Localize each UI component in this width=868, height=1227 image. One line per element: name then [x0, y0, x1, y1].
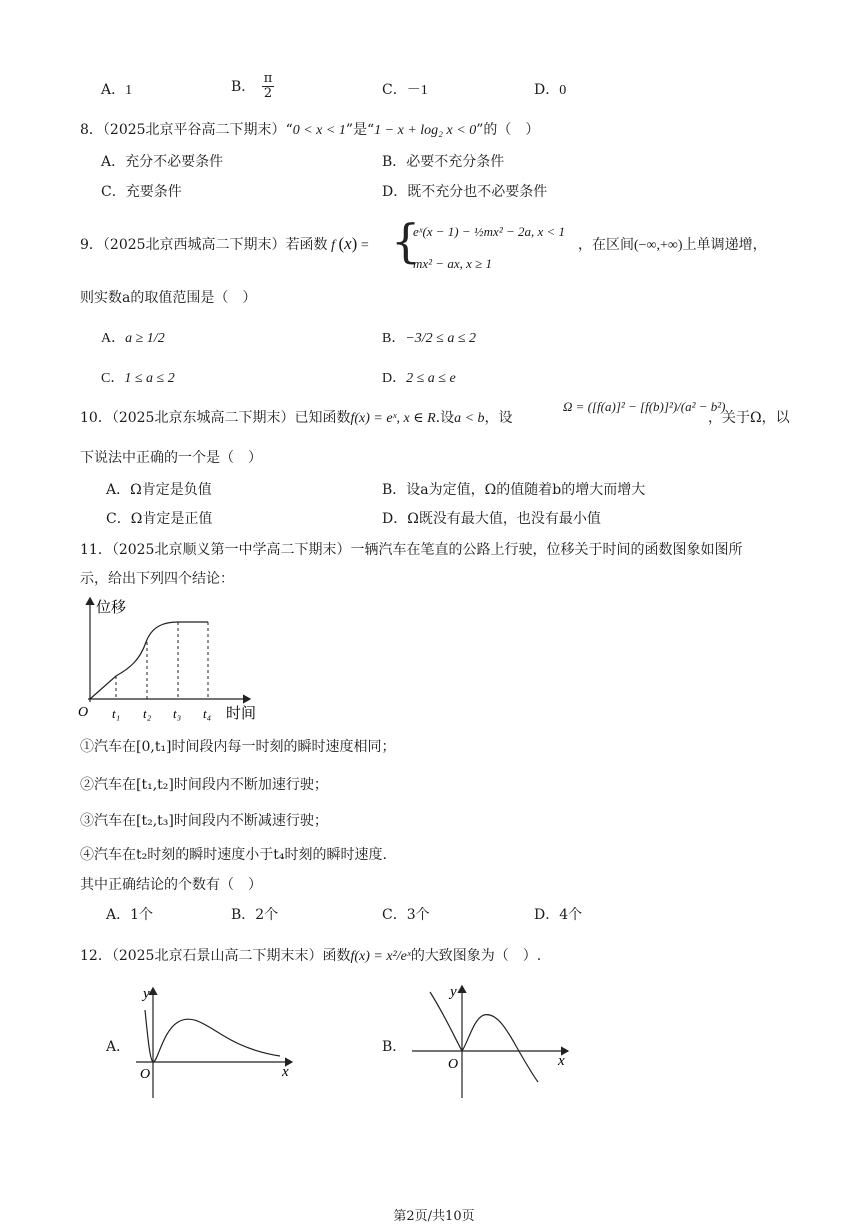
- q7-option-d: [534, 79, 566, 99]
- option-letter: B．: [382, 331, 406, 346]
- option-value: －1: [406, 83, 428, 98]
- omega-definition: Ω = ([f(a)]² − [f(b)]²)/(a² − b²): [563, 399, 726, 414]
- question-source: （2025北京平谷高二下期末）: [102, 122, 286, 138]
- option-text: 既不充分也不必要条件: [407, 184, 548, 200]
- question-source: （2025北京顺义第一中学高二下期末）: [111, 542, 351, 558]
- condition-1: 0 < x < 1: [292, 123, 346, 138]
- stem-text: .设: [435, 410, 455, 426]
- option-letter: D．: [382, 511, 408, 527]
- conclusion-2: ②汽车在[t₁,t₂]时间段内不断加速行驶；: [80, 777, 328, 793]
- option-letter: A．: [101, 331, 126, 346]
- stem-text: 的大致图象为（ ）.: [410, 948, 542, 964]
- option-letter: B．: [382, 154, 407, 170]
- conclusion-4: ④汽车在t₂时刻的瞬时速度小于t₄时刻的瞬时速度.: [80, 847, 387, 863]
- q11-ask: 其中正确结论的个数有（ ）: [80, 877, 262, 893]
- q9-option-a: [101, 327, 165, 347]
- stem-text: 一辆汽车在笔直的公路上行驶，位移关于时间的函数图象如图所: [350, 542, 743, 558]
- option-text: 1个: [130, 907, 154, 923]
- q12-stem: [80, 945, 541, 965]
- q10-option-a: [106, 479, 212, 499]
- question-number: 10．: [80, 410, 112, 426]
- function-def: f(x) = x²/eˣ: [350, 949, 411, 964]
- option-letter: C．: [101, 184, 126, 200]
- option-text: 1 ≤ a ≤ 2: [124, 371, 175, 386]
- q9-option-d: [382, 367, 456, 387]
- q10-option-c: [106, 508, 212, 528]
- origin-label: O: [78, 705, 89, 720]
- q9-stem-suffix: [578, 234, 767, 254]
- function-name: f: [327, 238, 339, 253]
- question-number: 12．: [80, 948, 112, 964]
- equals: =: [357, 238, 369, 253]
- question-source: （2025北京石景山高二下期末末）: [111, 948, 323, 964]
- conclusion-1: ①汽车在[0,t₁]时间段内每一时刻的瞬时速度相同；: [80, 739, 396, 755]
- q11-option-d: [534, 904, 582, 924]
- q10-stem-tail: ，关于Ω，以: [708, 410, 790, 426]
- function-def: f(x) = eˣ, x ∈ R: [350, 411, 436, 426]
- option-letter: C．: [382, 907, 407, 923]
- option-letter: D．: [382, 184, 408, 200]
- option-text: 设a为定值，Ω的值随着b的增大而增大: [406, 482, 646, 498]
- option-text: a ≥ 1/2: [125, 331, 165, 346]
- q9-option-b: [382, 327, 476, 347]
- question-number: 11．: [80, 542, 112, 558]
- option-value: 1: [125, 83, 133, 98]
- function-curve: [430, 992, 538, 1082]
- function-arg: (x): [338, 234, 358, 253]
- option-letter: B．: [231, 79, 256, 96]
- q11-stem: [80, 539, 742, 559]
- q9-option-c: [101, 367, 175, 387]
- option-text: 充分不必要条件: [125, 154, 224, 170]
- option-text: 充要条件: [125, 184, 182, 200]
- option-text: −3/2 ≤ a ≤ 2: [405, 331, 477, 346]
- interval: (−∞,+∞): [634, 238, 683, 253]
- q8-option-a: [101, 151, 223, 171]
- tick-label-t4: t₄: [203, 706, 212, 721]
- condition-2: 1 − x + log₂ x < 0: [374, 123, 477, 138]
- conclusion-3: ③汽车在[t₂,t₃]时间段内不断减速行驶；: [80, 813, 328, 829]
- q7-option-a: [101, 79, 132, 99]
- q8-option-c: [101, 181, 182, 201]
- question-number: 9．: [80, 237, 103, 253]
- x-axis-label: x: [282, 1064, 289, 1080]
- y-axis-label: 位移: [96, 600, 127, 616]
- option-letter: B．: [231, 907, 256, 923]
- q8-option-b: [382, 151, 504, 171]
- stem-text: 上单调递增，: [682, 237, 767, 253]
- question-source: （2025北京东城高二下期末）: [111, 410, 295, 426]
- q7-option-b: [231, 72, 276, 100]
- q12-graph-b: [408, 978, 578, 1100]
- stem-text: 若函数: [285, 237, 328, 253]
- option-letter: A．: [106, 482, 131, 498]
- origin-label: O: [448, 1057, 459, 1072]
- option-text: Ω既没有最大值，也没有最小值: [407, 511, 601, 527]
- tick-label-t2: t₂: [143, 706, 152, 721]
- option-letter: D．: [534, 82, 560, 98]
- option-letter: C．: [106, 511, 131, 527]
- x-axis-label: x: [558, 1053, 565, 1069]
- option-letter: C．: [382, 82, 407, 98]
- option-letter: A．: [106, 907, 131, 923]
- piecewise-brace: {: [391, 214, 421, 268]
- option-text: 2 ≤ a ≤ e: [406, 371, 456, 386]
- stem-text: ，在区间: [578, 237, 634, 253]
- q12-graph-a: [132, 980, 302, 1100]
- option-text: 2个: [255, 907, 279, 923]
- stem-end: ”的（ ）: [476, 122, 540, 138]
- displacement-time-graph: [74, 592, 270, 724]
- q12-option-b-letter: B．: [382, 1039, 407, 1055]
- displacement-curve: [90, 622, 208, 699]
- tick-label-t3: t₃: [173, 706, 182, 721]
- option-value: $\frac{\pi}{2}$: [263, 71, 273, 101]
- tick-label-t1: t₁: [112, 706, 121, 721]
- q11-option-a: [106, 904, 153, 924]
- q10-option-d: [382, 508, 601, 528]
- piecewise-case-1: eˣ(x − 1) − ½mx² − 2a, x < 1: [413, 224, 566, 239]
- option-letter: D．: [534, 907, 560, 923]
- question-source: （2025北京西城高二下期末）: [102, 237, 286, 253]
- option-letter: C．: [101, 371, 125, 386]
- x-axis-label: 时间: [226, 706, 257, 722]
- origin-label: O: [140, 1067, 151, 1082]
- q9-stem-prefix: [80, 234, 369, 254]
- q10-option-b: [382, 479, 645, 499]
- option-text: 4个: [559, 907, 583, 923]
- option-letter: B．: [382, 482, 407, 498]
- option-text: Ω肯定是正值: [130, 511, 213, 527]
- y-axis-label: y: [143, 986, 150, 1002]
- option-text: 3个: [406, 907, 430, 923]
- option-letter: A．: [101, 154, 126, 170]
- option-text: Ω肯定是负值: [130, 482, 212, 498]
- stem-mid: ”是“: [345, 122, 375, 138]
- q9-stem-line2: 则实数a的取值范围是（ ）: [80, 290, 257, 306]
- piecewise-case-2: mx² − ax, x ≥ 1: [413, 256, 493, 271]
- q10-stem: [80, 407, 513, 427]
- q11-option-b: [231, 904, 278, 924]
- q8-stem: [80, 119, 539, 139]
- q11-option-c: [382, 904, 430, 924]
- option-text: 必要不充分条件: [406, 154, 505, 170]
- page-footer: 第2页/共10页: [393, 1209, 475, 1224]
- function-curve: [145, 1010, 280, 1062]
- y-axis-label: y: [450, 984, 457, 1000]
- question-number: 8．: [80, 122, 103, 138]
- option-letter: A．: [101, 82, 126, 98]
- option-letter: D．: [382, 371, 407, 386]
- q12-option-a-letter: A．: [106, 1039, 131, 1055]
- q10-stem-line2: 下说法中正确的一个是（ ）: [80, 450, 262, 466]
- condition: a < b: [454, 411, 485, 426]
- stem-text: ，设: [484, 410, 513, 426]
- tick-guides: [116, 622, 208, 699]
- q7-option-c: [382, 79, 428, 99]
- q8-option-d: [382, 181, 547, 201]
- quote-open: “: [285, 122, 293, 138]
- stem-text: 函数: [322, 948, 351, 964]
- q11-stem-line2: 示，给出下列四个结论：: [80, 571, 234, 587]
- option-value: 0: [559, 83, 567, 98]
- stem-text: 已知函数: [294, 410, 351, 426]
